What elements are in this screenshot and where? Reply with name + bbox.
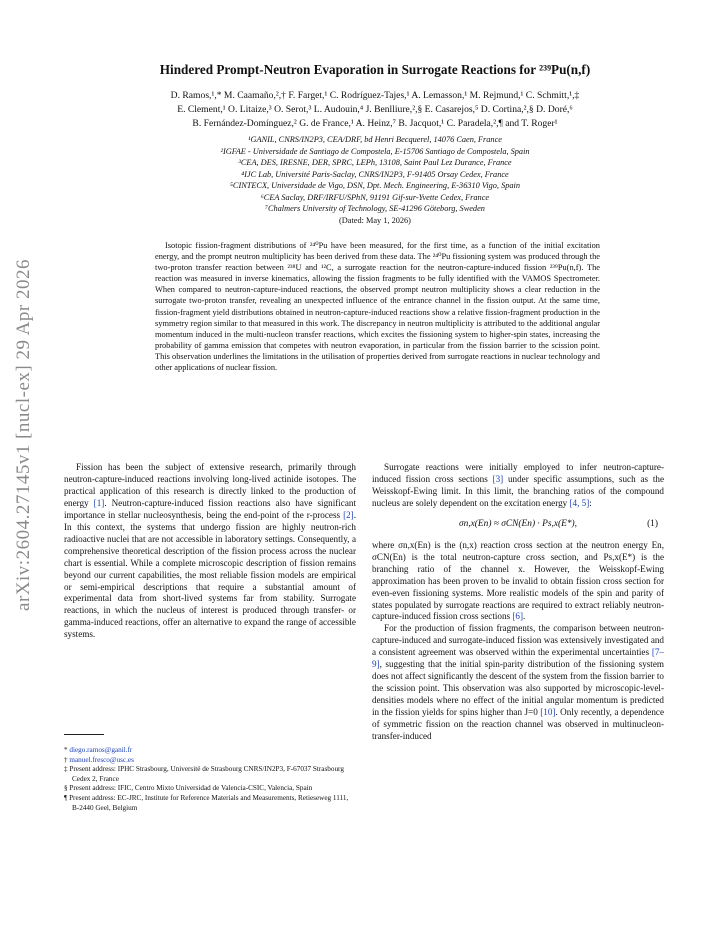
author-line-3: B. Fernández-Domínguez,² G. de France,¹ A. Heinz,⁷ B. Jacquot,¹ C. Paradela,²,¶ and T. Roger¹ bbox=[192, 118, 558, 129]
footnote-mark: † bbox=[64, 755, 68, 764]
citation-link[interactable]: [2] bbox=[343, 509, 354, 520]
footnote bbox=[64, 794, 356, 813]
equation-body: σn,x(En) ≈ σCN(En) · Ps,x(E*), bbox=[458, 518, 577, 529]
equation-number: (1) bbox=[647, 518, 658, 529]
footnote bbox=[64, 756, 356, 766]
footnote-mark: * bbox=[64, 746, 68, 754]
affiliation-list bbox=[80, 134, 670, 226]
text-run: . bbox=[523, 611, 526, 622]
citation-link[interactable]: [3] bbox=[492, 473, 504, 484]
affiliation-6: ⁶CEA Saclay, DRF/IRFU/SPhN, 91191 Gif-sur-Yvette Cedex, France bbox=[260, 192, 490, 202]
text-run: Fission has been the subject of extensive research, primarily through neutron-capture-induced reactions involving long-lived actinide isotopes. The practical application of this research is directly linked to the production of energy bbox=[64, 462, 356, 508]
footnote-divider bbox=[64, 734, 104, 735]
text-run: . In this context, the systems that undergo fission are highly neutron-rich radioactive nuclei that are not accessible in laboratory settings. Consequently, a comprehensive theoretical description of the fission process across the nuclear chart is essential. While a complete microscopic description of fission remains beyond our current capabilities, the most reliable fission models are empirical or semi-empirical descriptions that require a substantial amount of experimental data from short-lived systems far from stability. Surrogate reactions, in which the nucleus of interest is produced through transfer- or gamma-induced reactions, offer an alternative to expand the range of accessible systems. bbox=[64, 509, 356, 640]
weisskopf-paragraph bbox=[372, 540, 664, 624]
text-run: For the production of fission fragments, the comparison between neutron-capture-induced and surrogate-induced fission was extensively investigated and a consistent agreement was observed within the experimental uncertainties bbox=[372, 623, 664, 658]
equation-1 bbox=[372, 519, 664, 531]
text-run: , suggesting that the initial spin-parity distribution of the fissioning system does not affect significantly the descent of the system from the fission barrier to the scission point. This observation was also supported by microscopic-level-densities models where no effect of the initial angular momentum is predicted in the fission yields for spins higher than J=0 bbox=[372, 659, 664, 718]
right-column bbox=[372, 462, 664, 743]
footnotes bbox=[64, 746, 356, 813]
citation-link[interactable]: [1] bbox=[93, 497, 105, 508]
text-run: : bbox=[589, 497, 592, 508]
intro-paragraph bbox=[64, 462, 356, 641]
affiliation-3: ³CEA, DES, IRESNE, DER, SPRC, LEPh, 13108, Saint Paul Lez Durance, France bbox=[238, 158, 512, 167]
surrogate-paragraph bbox=[372, 462, 664, 510]
paper-title: Hindered Prompt-Neutron Evaporation in Surrogate Reactions for ²³⁹Pu(n,f) bbox=[159, 62, 591, 77]
affiliation-7: ⁷Chalmers University of Technology, SE-41296 Göteborg, Sweden bbox=[265, 204, 485, 213]
citation-link[interactable]: [6] bbox=[512, 611, 524, 622]
author-line-1: D. Ramos,¹,* M. Caamaño,²,† F. Farget,¹ C. Rodríguez-Tajes,¹ A. Lemasson,¹ M. Rejmund,¹ C. Schmitt,¹,‡ bbox=[170, 90, 580, 101]
footnote-text: Present address: EC-JRC, Institute for Reference Materials and Measurements, Retieseweg 1111, B-2440 Geel, Belgium bbox=[69, 793, 349, 812]
footnote-mark: ‡ bbox=[64, 765, 68, 774]
text-run: . Neutron-capture-induced fission reactions also have significant importance in stellar nucleosynthesis, being the end-point of the r-process bbox=[64, 497, 356, 520]
arxiv-identifier: arXiv:2604.27145v1 [nucl-ex] 29 Apr 2026 bbox=[13, 259, 35, 611]
citation-link[interactable]: [7–9] bbox=[372, 647, 664, 670]
abstract: Isotopic fission-fragment distributions of ²⁴⁰Pu have been measured, for the first time, as a function of the initial excitation energy, and the prompt neutron multiplicity has been derived from these data. The ²⁴⁰Pu fissioning system was produced through the two-proton transfer reaction between ²³⁸U and ¹²C, a surrogate reaction for the neutron-capture-induced fission ²³⁹Pu(n,f). The reaction was measured in inverse kinematics, allowing the fission fragments to be fully identified with the VAMOS Spectrometer. When compared to neutron-capture-induced reactions, the observed prompt neutron multiplicity shows a clear reduction in the surrogate two-proton transfer, revealing an unexpected influence of the entrance channel in the fission output. At the same time, fission-fragment yield distributions obtained in neutron-capture-induced reactions show a relative fission-fragment production in the symmetry region similar to that measured in this work. The discrepancy in neutron multiplicity is attributed to the additional angular momentum induced in the multi-nucleon transfer reactions, which excites the fissioning system to higher-spin states, increasing the probability of gamma emission that competes with neutron evaporation, in particular from the fission barrier to the scission point. This observation underlines the limitations in the utilisation of properties derived from surrogate reactions in nuclear technology and other applications of nuclear fission. bbox=[155, 241, 600, 373]
affiliation-5: ⁵CINTECX, Universidade de Vigo, DSN, Dpt. Mech. Engineering, E-36310 Vigo, Spain bbox=[230, 181, 520, 190]
footnote-mark: ¶ bbox=[64, 793, 68, 802]
footnote-text: Present address: IPHC Strasbourg, Université de Strasbourg CNRS/IN2P3, F-67037 Strasbourg Cedex 2, France bbox=[69, 765, 344, 783]
footnote-mark: § bbox=[64, 784, 68, 793]
footnote bbox=[64, 746, 356, 756]
author-list bbox=[70, 89, 680, 131]
arxiv-sidebar-stamp bbox=[2, 240, 46, 630]
footnote bbox=[64, 765, 356, 784]
citation-link[interactable]: [4, 5] bbox=[569, 497, 590, 508]
email-link[interactable]: manuel.fresco@usc.es bbox=[69, 755, 134, 764]
author-line-2: E. Clement,¹ O. Litaize,³ O. Serot,³ L. Audouin,⁴ J. Benlliure,²,§ E. Casarejos,⁵ D. Cortina,²,§ D. Doré,⁶ bbox=[177, 104, 573, 115]
text-run: . Only recently, a dependence of symmetric fission on the reaction channel was observed in multinucleon-transfer-induced bbox=[372, 707, 665, 742]
left-column bbox=[64, 462, 356, 641]
affiliation-4: ⁴IJC Lab, Université Paris-Saclay, CNRS/IN2P3, F-91405 Orsay Cedex, France bbox=[241, 169, 509, 179]
text-run: where σn,x(En) is the (n,x) reaction cross section at the neutron energy En, σCN(En) is the total neutron-capture cross section, and Ps,x(E*) is the branching ratio of the channel x. However, the Weisskopf-Ewing approximation has been proven to be invalid to obtain fission cross section for even-even fissioning systems. More realistic models of the spin and parity of states populated by surrogate reactions are required to extract reliably neutron-capture-induced fission cross sections bbox=[372, 539, 664, 622]
text-run: under specific assumptions, such as the Weisskopf-Ewing limit. In this limit, the branching ratios of the compound nucleus are solely dependent on the excitation energy bbox=[372, 473, 665, 508]
fragments-paragraph bbox=[372, 623, 664, 743]
affiliation-2: ²IGFAE - Universidade de Santiago de Compostela, E-15706 Santiago de Compostela, Spain bbox=[220, 146, 530, 156]
citation-link[interactable]: [10] bbox=[540, 707, 556, 718]
date-line: (Dated: May 1, 2026) bbox=[339, 215, 411, 225]
text-run: Surrogate reactions were initially employed to infer neutron-capture-induced fission cross sections bbox=[372, 462, 664, 484]
footnote bbox=[64, 784, 356, 794]
email-link[interactable]: diego.ramos@ganil.fr bbox=[69, 746, 133, 754]
affiliation-1: ¹GANIL, CNRS/IN2P3, CEA/DRF, bd Henri Becquerel, 14076 Caen, France bbox=[248, 135, 502, 144]
footnote-text: Present address: IFIC, Centro Mixto Universidad de Valencia-CSIC, Valencia, Spain bbox=[69, 784, 313, 793]
